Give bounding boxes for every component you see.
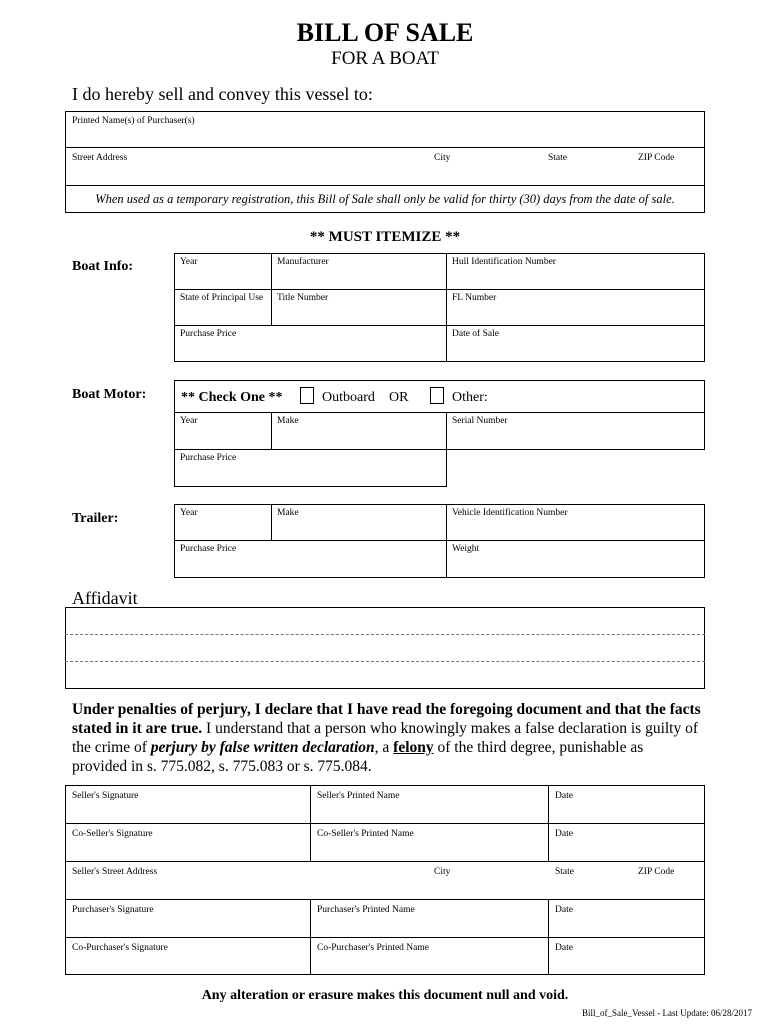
field-label: Make bbox=[277, 508, 299, 518]
field-label: Purchase Price bbox=[180, 544, 237, 554]
outboard-checkbox[interactable] bbox=[300, 387, 314, 404]
field-label: Weight bbox=[452, 544, 480, 554]
field-label: Year bbox=[180, 508, 198, 518]
field-label: Date of Sale bbox=[452, 329, 499, 339]
boat-date-of-sale-field[interactable] bbox=[446, 325, 705, 362]
field-label: FL Number bbox=[452, 293, 497, 303]
field-label: Hull Identification Number bbox=[452, 257, 556, 267]
boat-title-number-field[interactable] bbox=[271, 289, 447, 326]
perjury-text: I understand that a person who knowingly makes a false declaration is guilty of the crime of bbox=[72, 720, 699, 756]
copurchaser-printed-name-field[interactable]: Co-Purchaser's Printed Name bbox=[317, 943, 429, 953]
motor-purchase-price-field[interactable] bbox=[174, 449, 447, 487]
trailer-vin-field[interactable] bbox=[446, 504, 705, 541]
motor-serial-field[interactable] bbox=[446, 412, 705, 450]
purchaser-name-field[interactable]: Printed Name(s) of Purchaser(s) bbox=[72, 116, 195, 126]
purchaser-street-field[interactable]: Street Address bbox=[72, 153, 128, 163]
perjury-bold-text: Under penalties of perjury, I declare that I have read the foregoing document and that the facts stated in it are true. bbox=[72, 701, 701, 737]
felony-emphasis: felony bbox=[393, 739, 434, 756]
divider bbox=[65, 147, 705, 148]
field-label: Purchase Price bbox=[180, 453, 237, 463]
field-label: Year bbox=[180, 257, 198, 267]
other-label: Other: bbox=[452, 390, 488, 405]
trailer-year-field[interactable] bbox=[174, 504, 272, 541]
divider bbox=[65, 899, 705, 900]
trailer-label: Trailer: bbox=[72, 511, 119, 526]
field-label: Serial Number bbox=[452, 416, 508, 426]
field-label: Year bbox=[180, 416, 198, 426]
document-title: BILL OF SALE bbox=[296, 18, 474, 47]
other-checkbox[interactable] bbox=[430, 387, 444, 404]
perjury-text: of the third degree, punishable as provided in s. 775.082, s. 775.083 or s. 775.084. bbox=[72, 739, 644, 775]
divider bbox=[65, 937, 705, 938]
seller-signature-field[interactable]: Seller's Signature bbox=[72, 791, 139, 801]
purchaser-date-field[interactable]: Date bbox=[555, 905, 573, 915]
boat-fl-number-field[interactable] bbox=[446, 289, 705, 326]
field-label: Manufacturer bbox=[277, 257, 329, 267]
version-stamp: Bill_of_Sale_Vessel - Last Update: 06/28/2017 bbox=[582, 1008, 752, 1018]
purchaser-zip-field[interactable]: ZIP Code bbox=[638, 153, 675, 163]
coseller-printed-name-field[interactable]: Co-Seller's Printed Name bbox=[317, 829, 414, 839]
trailer-purchase-price-field[interactable] bbox=[174, 540, 447, 578]
intro-text: I do hereby sell and convey this vessel to: bbox=[72, 84, 373, 104]
field-label: Purchase Price bbox=[180, 329, 237, 339]
coseller-signature-field[interactable]: Co-Seller's Signature bbox=[72, 829, 153, 839]
coseller-date-field[interactable]: Date bbox=[555, 829, 573, 839]
boat-hin-field[interactable] bbox=[446, 253, 705, 290]
divider bbox=[65, 861, 705, 862]
boat-info-label: Boat Info: bbox=[72, 259, 134, 274]
purchaser-city-field[interactable]: City bbox=[434, 153, 451, 163]
seller-zip-field[interactable]: ZIP Code bbox=[638, 867, 675, 877]
seller-state-field[interactable]: State bbox=[555, 867, 574, 877]
seller-date-field[interactable]: Date bbox=[555, 791, 573, 801]
perjury-text: , a bbox=[374, 739, 394, 756]
perjury-emphasis: perjury by false written declaration bbox=[150, 739, 375, 756]
boat-purchase-price-field[interactable] bbox=[174, 325, 447, 362]
motor-year-field[interactable] bbox=[174, 412, 272, 450]
trailer-weight-field[interactable] bbox=[446, 540, 705, 578]
temporary-registration-notice: When used as a temporary registration, this Bill of Sale shall only be valid for thirty (30) days from the date of sale. bbox=[95, 192, 675, 206]
affidavit-title: Affidavit bbox=[72, 588, 138, 608]
seller-city-field[interactable]: City bbox=[434, 867, 451, 877]
null-void-notice: Any alteration or erasure makes this document null and void. bbox=[201, 988, 569, 1003]
divider bbox=[65, 185, 705, 186]
divider bbox=[310, 785, 311, 861]
field-label: Vehicle Identification Number bbox=[452, 508, 568, 518]
affidavit-line bbox=[65, 634, 705, 635]
check-one-label: ** Check One ** bbox=[181, 390, 283, 405]
outboard-label: Outboard bbox=[322, 390, 375, 405]
boat-motor-label: Boat Motor: bbox=[72, 387, 147, 402]
affidavit-line bbox=[65, 661, 705, 662]
trailer-make-field[interactable] bbox=[271, 504, 447, 541]
field-label: Title Number bbox=[277, 293, 329, 303]
copurchaser-date-field[interactable]: Date bbox=[555, 943, 573, 953]
perjury-statement bbox=[72, 700, 702, 776]
copurchaser-signature-field[interactable]: Co-Purchaser's Signature bbox=[72, 943, 168, 953]
affidavit-box[interactable] bbox=[65, 607, 705, 689]
boat-manufacturer-field[interactable] bbox=[271, 253, 447, 290]
divider bbox=[65, 823, 705, 824]
boat-state-use-field[interactable] bbox=[174, 289, 272, 326]
purchaser-printed-name-field[interactable]: Purchaser's Printed Name bbox=[317, 905, 415, 915]
seller-street-field[interactable]: Seller's Street Address bbox=[72, 867, 158, 877]
document-subtitle: FOR A BOAT bbox=[331, 48, 439, 69]
purchaser-state-field[interactable]: State bbox=[548, 153, 567, 163]
field-label: State of Principal Use bbox=[180, 293, 264, 303]
motor-make-field[interactable] bbox=[271, 412, 447, 450]
divider bbox=[548, 785, 549, 861]
purchaser-signature-field[interactable]: Purchaser's Signature bbox=[72, 905, 154, 915]
or-label: OR bbox=[389, 390, 409, 405]
divider bbox=[548, 899, 549, 975]
boat-year-field[interactable] bbox=[174, 253, 272, 290]
field-label: Make bbox=[277, 416, 299, 426]
must-itemize-heading: ** MUST ITEMIZE ** bbox=[309, 229, 461, 245]
divider bbox=[310, 899, 311, 975]
seller-printed-name-field[interactable]: Seller's Printed Name bbox=[317, 791, 400, 801]
